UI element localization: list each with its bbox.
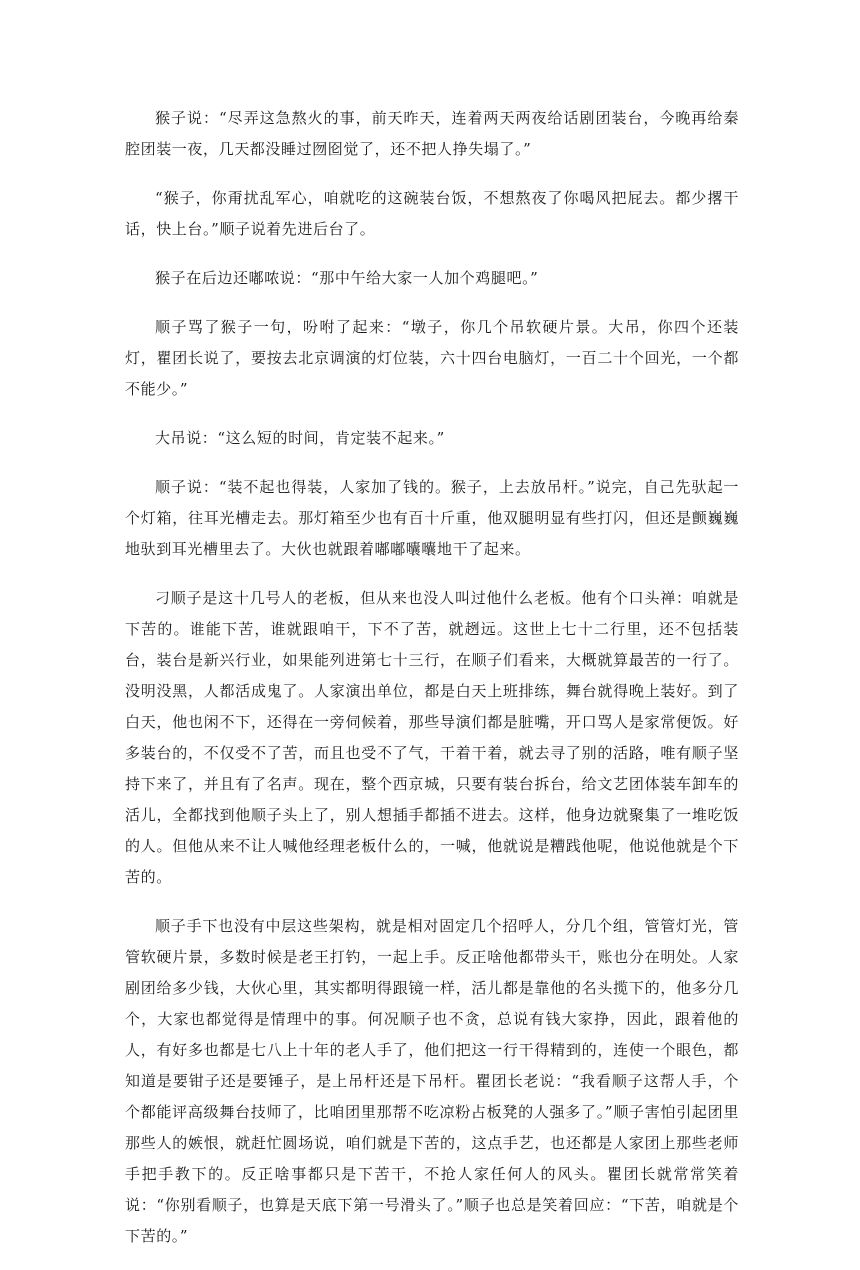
paragraph-3: 猴子在后边还嘟哝说：“那中午给大家一人加个鸡腿吧。” [155,269,539,287]
paragraph-6: 顺子说：“装不起也得装，人家加了钱的。猴子，上去放吊杆。”说完，自己先驮起一个灯箱，往耳光槽走去。那灯箱至少也有百十斤重，他双腿明显有些打闪，但还是颤巍巍地驮到耳光槽里去了。大伙也就跟着嘟嘟囔囔地干了起来。 [125,478,739,558]
document-page [125,103,739,1270]
paragraph-7: 刁顺子是这十几号人的老板，但从来也没人叫过他什么老板。他有个口头禅：咱就是下苦的。谁能下苦，谁就跟咱干，下不了苦，就趔远。这世上七十二行里，还不包括装台，装台是新兴行业，如果能列进第七十三行，在顺子们看来，大概就算最苦的一行了。没明没黑，人都活成鬼了。人家演出单位，都是白天上班排练，舞台就得晚上装好。到了白天，他也闲不下，还得在一旁伺候着，那些导演们都是脏嘴，开口骂人是家常便饭。好多装台的，不仅受不了苦，而且也受不了气，干着干着，就去寻了别的活路，唯有顺子坚持下来了，并且有了名声。现在，整个西京城，只要有装台拆台，给文艺团体装车卸车的活儿，全都找到他顺子头上了，别人想插手都插不进去。这样，他身边就聚集了一堆吃饭的人。但他从来不让人喊他经理老板什么的，一喊，他就说是糟践他呢，他说他就是个下苦的。 [125,589,739,886]
paragraph-2: “猴子，你甭扰乱军心，咱就吃的这碗装台饭，不想熬夜了你喝风把屁去。都少撂干话，快上台。”顺子说着先进后台了。 [125,189,739,238]
paragraph-5: 大吊说：“这么短的时间，肯定装不起来。” [155,429,445,447]
paragraph-8: 顺子手下也没有中层这些架构，就是相对固定几个招呼人，分几个组，管管灯光，管管软硬片景，多数时候是老王打钓，一起上手。反正啥他都带头干，账也分在明处。人家剧团给多少钱，大伙心里，其实都明得跟镜一样，活儿都是靠他的名头揽下的，他多分几个，大家也都觉得是情理中的事。何况顺子也不贪，总说有钱大家挣，因此，跟着他的人，有好多也都是七八上十年的老人手了，他们把这一行干得精到的，连使一个眼色，都知道是要钳子还是要锤子，是上吊杆还是下吊杆。瞿团长老说：“我看顺子这帮人手，个个都能评高级舞台技师了，比咱团里那帮不吃凉粉占板凳的人强多了。”顺子害怕引起团里那些人的嫉恨，就赶忙圆场说，咱们就是下苦的，这点手艺，也还都是人家团上那些老师手把手教下的。反正啥事都只是下苦干，不抢人家任何人的风头。瞿团长就常常笑着说：“你别看顺子，也算是天底下第一号滑头了。”顺子也总是笑着回应：“下苦，咱就是个下苦的。” [125,917,739,1245]
paragraph-1: 猴子说：“尽弄这急熬火的事，前天昨天，连着两天两夜给话剧团装台，今晚再给秦腔团装一夜，几天都没睡过囫囵觉了，还不把人挣失塌了。” [125,109,739,158]
paragraph-4: 顺子骂了猴子一句，吩咐了起来：“墩子，你几个吊软硬片景。大吊，你四个还装灯，瞿团长说了，要按去北京调演的灯位装，六十四台电脑灯，一百二十个回光，一个都不能少。” [125,318,739,398]
